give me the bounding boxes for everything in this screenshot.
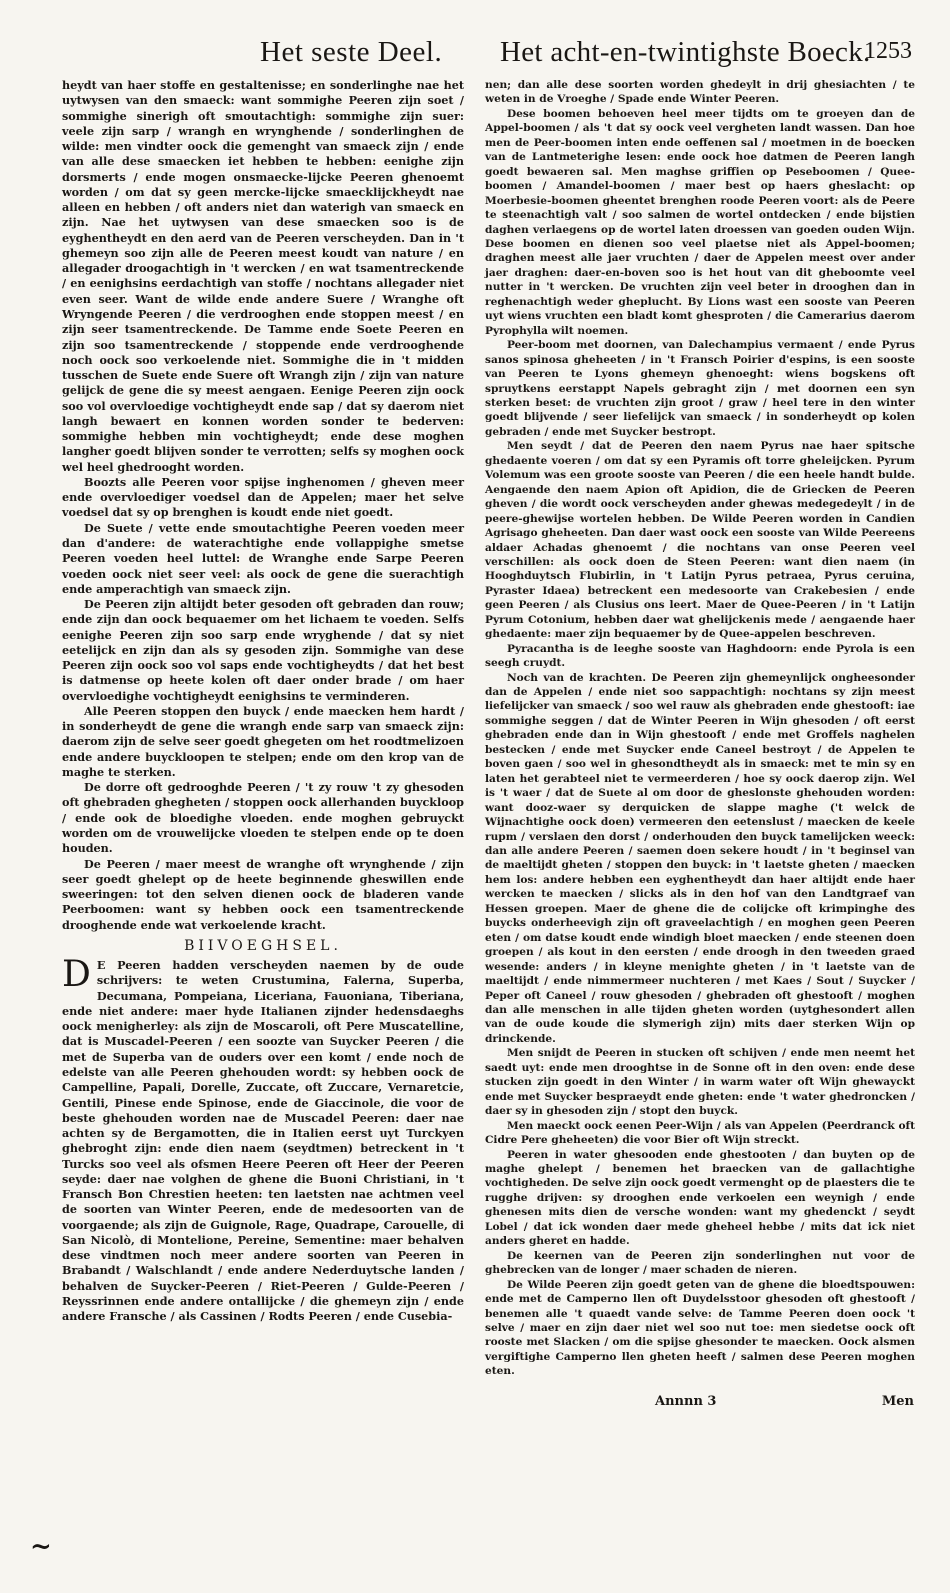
running-head [60, 14, 920, 70]
drop-cap: D [62, 954, 91, 996]
paragraph: De Peeren / maer meest de wranghe oft wrynghende / zijn seer goedt ghelept op de heete beginnende gheswillen ende sweeringen: tot den selven dienen oock de bladeren vande Peerboomen: want sy hebben oock een tsamentreckende drooghende ende wat verkoelende kracht. [62, 856, 464, 932]
paragraph: Peeren in water ghesooden ende ghestooten / dan buyten op de maghe ghelept / benemen het braecken van de gallachtighe vochtigheden. De selve zijn oock goedt vermenght op de plaesters die te rugghe drijven: sy drooghen ende verkoelen een weynigh / ende ghenesen mits dien de versche wonden: want my ghedenckt / seydt Lobel / dat ick wonden daer mede gheheel hebbe / mits dat ick niet anders gheret en hadde. [485, 1148, 915, 1248]
margin-mark: ~ [30, 1532, 52, 1562]
catchword: Men [881, 1394, 914, 1409]
paragraph: Men maeckt oock eenen Peer-Wijn / als van Appelen (Peerdranck oft Cidre Pere gheheeten) die voor Bier oft Wijn streckt. [485, 1119, 915, 1147]
paragraph: Dese boomen behoeven heel meer tijdts om te groeyen dan de Appel-boomen / als 't dat sy oock veel vergheten landt wassen. Dan hoe men de Peer-boomen inten ende oeffenen sal / moetmen in de boecken van de Lantmeterighe lesen: ende oock hoe datmen de Peeren langh goedt bewaeren sal. Men maghse griffien op Peseboomen / Quee-boomen / Amandel-boomen / maer best op haers gheslacht: op Moerbesie-boomen gheentet brenghen roode Peeren voort: als de Peere te steenachtigh valt / soo salmen de wortel ontdecken / ende bijstien daghen verlaegens op de wortel laten droessen van goeden ouden Wijn. Dese boomen en dienen soo veel plaetse niet als Appel-boomen; draghen meest alle jaer vruchten / daer de Appelen meest over ander jaer draghen: daer-en-boven soo is het hout van dit gheboomte veel nutter in 't wercken. De vruchten zijn veel beter in drooghen dan in reghenachtigh weder gheplucht. By Lions wast een sooste van Peeren uyt wiens vruchten een bladt komt ghesproten / die Camerarius daerom Pyrophylla wilt noemen. [485, 107, 915, 337]
bijvoeghsel-paragraph [62, 954, 464, 1324]
paragraph: De dorre oft gedrooghde Peeren / 't zy rouw 't zy ghesoden oft ghebraden ghegheten / stoppen oock allerhanden buyckloop / ende ook de bloedighe vloeden. ende moghen gebruyckt worden om de vrouwelijcke vloeden te stelpen ende op te doen houden. [62, 780, 464, 856]
right-running-title: Het acht-en-twintighste Boeck. [500, 36, 871, 68]
right-column [485, 78, 915, 1379]
left-column [62, 78, 464, 1325]
bijvoeghsel-text: E Peeren hadden verscheyden naemen by de oude schrijvers: te weten Crustumina, Falerna, Superba, Decumana, Pompeiana, Liceriana, Fauoniana, Tiberiana, ende niet andere: maer hyde Italianen zijnder hedensdaeghs oock menigherley: als zijn de Moscaroli, oft Pere Muscatelline, dat is Muscadel-Peeren / een soozte van Suycker Peeren / die met de Superba van de ouders over een komt / ende noch de edelste van alle Peeren ghehouden wordt: sy hebben oock de Campelline, Papali, Dorelle, Zuccate, oft Zuccare, Vernaretcie, Gentili, Pinese ende Spinose, ende de Giaccinole, die voor de beste ghehouden worden nae de Muscadel Peeren: daer nae achten sy de Bergamotten, die in Italien eerst uyt Turckyen ghebroght zijn: ende dien naem (seydtmen) betreckent in 't Turcks soo veel als ofsmen Heere Peeren oft Heer der Peeren seyde: daer nae volghen de ghene die Buoni Christiani, in 't Fransch Bon Chrestien heeten: ten laetsten nae achtmen veel de soorten van Winter Peeren, ende de medesoorten van de voorgaende; als zijn de Guignole, Rage, Quadrape, Carouelle, di San Nicolò, di Montelione, Pereine, Sementine: maer behalven dese vindtmen noch meer andere soorten van Peeren in Brabandt / Walschlandt / ende andere Nederduytsche landen / behalven de Suycker-Peeren / Riet-Peeren / Gulde-Peeren / Reyssrinnen ende andere ontallijcke / die ghemeyn zijn / ende andere Fransche / als Cassinen / Rodts Peeren / ende Cusebia- [62, 958, 464, 1324]
paragraph: De Peeren zijn altijdt beter gesoden oft gebraden dan rouw; ende zijn dan oock bequaemer om het lichaem te voeden. Selfs eenighe Peeren zijn soo sarp ende wryghende / dat sy niet eetelijck en zijn dan als sy gesoden zijn. Sommighe van dese Peeren zijn oock soo vol saps ende vochtigheydts / dat het best is datmense op heete kolen oft daer onder brade / om haer overvloedighe vochtigheydt eenighsins te verminderen. [62, 597, 464, 703]
paragraph: nen; dan alle dese soorten worden ghedeylt in drij ghesiachten / te weten in de Vroeghe / Spade ende Winter Peeren. [485, 79, 915, 106]
paragraph: Men seydt / dat de Peeren den naem Pyrus nae haer spitsche ghedaente voeren / om dat sy een Pyramis oft torre gheleijcken. Pyrum Volemum was een groote sooste van Peeren / die een heele handt bulde. Aengaende den naem Apion oft Apidion, die de Griecken de Peeren gheven / die wordt oock verscheyden ander ghewas medegedeylt / in de peere-ghewijse wortelen hebben. De Wilde Peeren worden in Candien Agrisago gheheeten. Dan daer wast oock een sooste van Wilde Peereens aldaer Achadas ghenoemt / die nochtans van onse Peeren veel verschillen: als oock doen de Steen Peeren: want dien naem (in Hooghduytsch Flubirlin, in 't Latijn Pyrus petraea, Pyrus ceruina, Pyraster Idaea) betreckent een medesoorte van Crakebesien / ende geen Peeren / als Clusius ons leert. Maer de Quee-Peeren / in 't Latijn Pyrum Cotonium, hebben daer wat ghelijckenis mede / aengaende haer ghedaente: maer zijn bequaemer by de Quee-appelen beschreven. [485, 440, 915, 641]
signature-mark: Annnn 3 [655, 1394, 717, 1409]
paragraph: De Suete / vette ende smoutachtighe Peeren voeden meer dan d'andere: de waterachtighe ende vollappighe smetse Peeren voeden heel luttel: de Wranghe ende Sarpe Peeren voeden oock niet seer veel: als oock de gene die suerachtigh ende amperachtigh van smaeck zijn. [62, 520, 464, 596]
paragraph: Alle Peeren stoppen den buyck / ende maecken hem hardt / in sonderheydt de gene die wrangh ende sarp van smaeck zijn: daerom zijn de selve seer goedt ghegeten om het roodtmelizoen ende andere buyckloopen te stelpen; ende om den krop van de maghe te sterken. [62, 703, 464, 779]
paragraph: heydt van haer stoffe en gestaltenisse; en sonderlinghe nae het uytwysen van den smaeck: want sommighe Peeren zijn soet / sommighe sinerigh oft smoutachtigh: sommighe zijn suer: veele zijn sarp / wrangh en wrynghende / sonderlinghen de wilde: men vindter oock die gemenght van smaeck zijn / ende van alle dese smaecken iet hebben te hebben: eenighe zijn dorsmerts / ende mogen onsmaecke-lijcke Peeren ghenoemt worden / om dat sy geen mercke-lijcke smaecklijckheydt nae alleen en hebben / oft anders niet dan waterigh van smaeck en zijn. Nae het uytwysen van dese smaecken soo is de eyghentheydt en den aerd van de Peeren verscheyden. Dan in 't ghemeyn soo zijn alle de Peeren meest koudt van nature / en allegader droogachtigh in 't wercken / en wat tsamentreckende / en eenighsins eerdachtigh van stoffe / nochtans allegader niet even seer. Want de wilde ende andere Suere / Wranghe oft Wryngende Peeren / die verdrooghen ende stoppen meest / en zijn seer tsamentreckende. De Tamme ende Soete Peeren en zijn soo tsamentreckende / stoppende ende verdrooghende noch oock soo verkoelende niet. Sommighe die in 't midden tusschen de Suete ende Suere oft Wrangh zijn / zijn van nature gelijck de gene die sy meest aengaen. Eenige Peeren zijn oock soo vol overvloedige vochtigheydt ende sap / dat sy daerom niet langh bewaert en konnen worden sonder te bederven: sommighe hebben min vochtigheydt; ende dese moghen langher goedt blijven sonder te verrotten; selfs sy moghen oock wel heel ghedrooght worden. [62, 78, 464, 474]
paragraph: De keernen van de Peeren zijn sonderlinghen nut voor de ghebrecken van de longer / maer schaden de nieren. [485, 1249, 915, 1277]
paragraph: Boozts alle Peeren voor spijse inghenomen / gheven meer ende overvloediger voedsel dan de Appelen; maer het selve voedsel dat sy op brenghen is koudt ende niet goedt. [62, 474, 464, 520]
paragraph: Peer-boom met doornen, van Dalechampius vermaent / ende Pyrus sanos spinosa gheheeten / in 't Fransch Poirier d'espins, is een sooste van Peeren te Lyons ghemeyn ghenoeght: wiens bogskens oft spruytkens eerstappt Napels gebraght zijn / met doornen een syn sterken beset: de vruchten zijn groot / graw / heel tere in den winter goedt blijvende / seer liefelijck van smaeck / in sonderheydt op kolen gebraden / ende met Suycker bestropt. [485, 339, 915, 438]
paragraph: Noch van de krachten. De Peeren zijn ghemeynlijck ongheesonder dan de Appelen / ende niet soo sappachtigh: nochtans sy zijn meest liefelijcker van smaeck / soo wel rauw als ghebraden ende ghestooft: iae sommighe seggen / dat de Winter Peeren in Wijn ghesoden / oft eerst ghebraden ende dan in Wijn ghestooft / ende met Groffels naghelen bestecken / ende met Suycker ende Caneel bestroyt / de Appelen te boven gaen / soo wel in ghesondtheydt als in smaeck: met te min sy en laten het gerabteel niet te vermeerderen / hoe sy oock daerop zijn. Wel is 't waer / dat de Suete al om door de gheslonste ghehouden worden: want dooz-waer sy derquicken de slappe maghe ('t welck de Wijnachtighe oock doen) vermeeren den eetenslust / maecken de keele rupm / verslaen den dorst / onderhouden den buyck tamelijcken weeck: dan alle andere Peeren / saemen doen sekere houdt / in 't beginsel van de maeltijdt gheten / stoppen den buyck: in 't laetste gheten / maecken hem los: andere hebben een eyghentheydt dan haer altijdt ende haer wercken te maecken / slicks als in den hof van den Landtgraef van Hessen groepen. Maer de ghene die de colijcke oft krimpinghe des buycks onderheevigh zijn oft graveelachtigh / en moghen geen Peeren eten / om datse koudt ende windigh bloet maecken / ende steenen doen groepen / als kout in den eersten / ende droogh in den tweeden graed wesende: anders / in kleyne menighte gheten / in 't laetste van de maeltijdt / ende nimmermeer nuchteren / met Kaes / Sout / Suycker / Peper oft Caneel / rouw ghesoden / ghebraden oft ghestooft / moghen dan alle menschen in alle tijden gheten worden (uytghesondert allen van de oude koude die slymerigh zijn) mits daer sterken Wijn op drinckende. [485, 671, 915, 1045]
paragraph: De Wilde Peeren zijn goedt geten van de ghene die bloedtspouwen: ende met de Camperno llen oft Duydelsstoor ghesoden oft ghestooft / benemen alle 't quaedt vande selve: de Tamme Peeren doen oock 't selve / maer en zijn daer niet wel soo nut toe: men siedetse oock oft rooste met Slacken / om die spijse ghesonder te maecken. Oock alsmen vergiftighe Camperno llen gheten heeft / salmen dese Peeren moghen eten. [485, 1278, 915, 1378]
paragraph: Men snijdt de Peeren in stucken oft schijven / ende men neemt het saedt uyt: ende men drooghtse in de Sonne oft in den oven: ende dese stucken zijn goedt in den Winter / in warm water oft Wijn ghewayckt ende met Suycker bespraeydt ende gheten: ende 't water ghedroncken / daer sy in ghesoden zijn / stopt den buyck. [485, 1047, 915, 1118]
page-number: 1253 [864, 38, 912, 64]
section-heading: BIIVOEGHSEL. [184, 937, 342, 954]
left-running-title: Het seste Deel. [260, 36, 443, 68]
paragraph: Pyracantha is de leeghe sooste van Haghdoorn: ende Pyrola is een seegh cruydt. [485, 642, 915, 670]
